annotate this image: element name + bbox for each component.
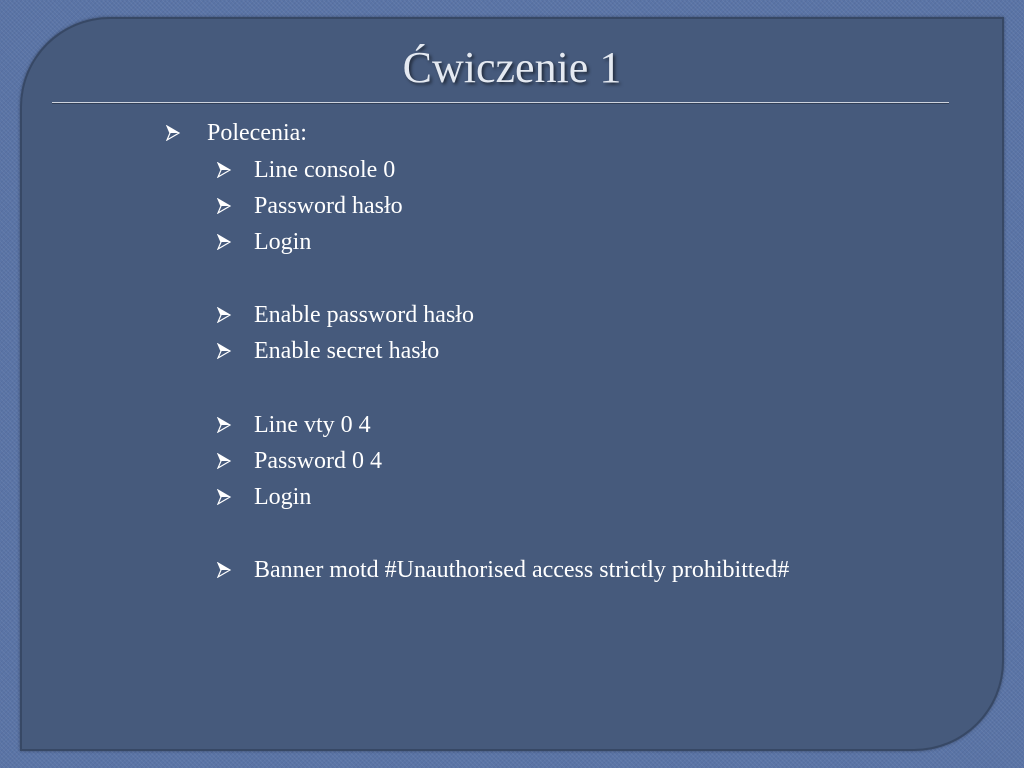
command-text: Password hasło bbox=[254, 193, 403, 219]
arrow-bullet-icon bbox=[216, 333, 232, 369]
slide-title: Ćwiczenie 1 bbox=[402, 43, 622, 92]
command-text: Enable password hasło bbox=[254, 302, 474, 328]
arrow-bullet-icon bbox=[216, 188, 232, 224]
title-divider bbox=[52, 102, 949, 103]
arrow-bullet-icon bbox=[216, 479, 232, 515]
arrow-bullet-icon bbox=[216, 152, 232, 188]
command-text: Enable secret hasło bbox=[254, 338, 440, 364]
arrow-bullet-icon bbox=[216, 297, 232, 333]
arrow-bullet-icon bbox=[165, 115, 181, 151]
command-text: Login bbox=[254, 484, 312, 510]
arrow-bullet-icon bbox=[216, 443, 232, 479]
bullet-text: Polecenia: bbox=[207, 120, 307, 146]
arrow-bullet-icon bbox=[216, 552, 232, 588]
command-text: Banner motd #Unauthorised access strictly prohibitted# bbox=[254, 557, 790, 583]
command-text: Line console 0 bbox=[254, 157, 396, 183]
arrow-bullet-icon bbox=[216, 224, 232, 260]
command-text: Login bbox=[254, 229, 312, 255]
command-text: Password 0 4 bbox=[254, 448, 383, 474]
command-text: Line vty 0 4 bbox=[254, 412, 371, 438]
arrow-bullet-icon bbox=[216, 407, 232, 443]
